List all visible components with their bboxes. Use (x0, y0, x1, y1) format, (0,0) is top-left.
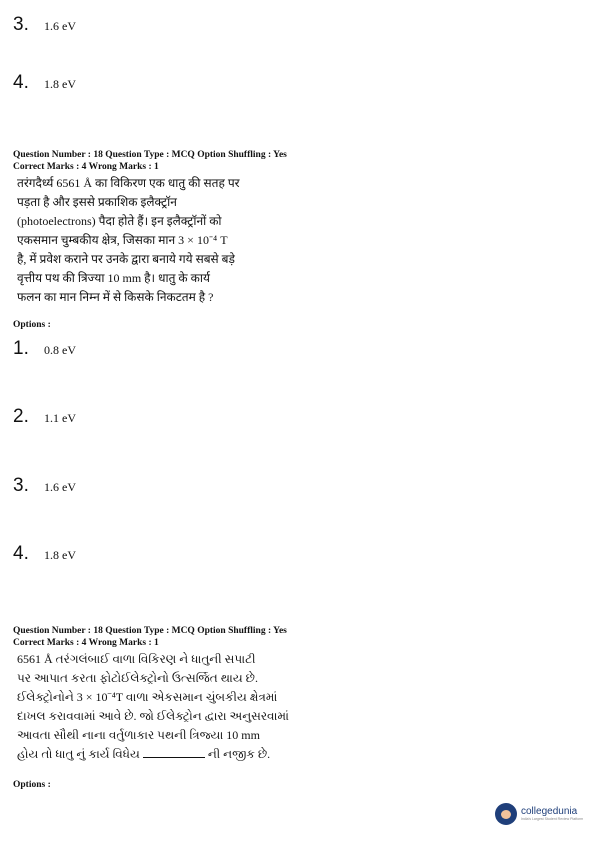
collegedunia-logo (495, 803, 583, 825)
option-text: 1.8 eV (44, 548, 76, 562)
option-text: 1.6 eV (44, 480, 76, 494)
option-text: 0.8 eV (44, 343, 76, 357)
option-number: 4. (13, 543, 29, 564)
options-label: Options : (13, 320, 51, 330)
question-line: है, में प्रवेश कराने पर उनके द्वारा बनाये गये सबसे बड़े (17, 252, 235, 266)
question-line (17, 745, 289, 764)
question-line: ઈલેક્ટ્રોનોને 3 × 10⁻⁴T વાળા એકસમાન ચુંબકીય ક્ષેત્રમાં (17, 690, 278, 704)
answer-blank (143, 747, 205, 758)
option-text: 1.8 eV (44, 77, 76, 91)
question-body (17, 174, 240, 307)
prev-option-3[interactable] (13, 14, 76, 36)
option-number: 3. (13, 14, 29, 35)
option-number: 2. (13, 406, 29, 427)
option-2[interactable] (13, 406, 76, 428)
logo-tagline: India's Largest Student Review Platform (521, 817, 584, 821)
mascot-icon (495, 803, 517, 825)
question-line-start: હોય તો ધાતુ નું કાર્ય વિધેય (17, 747, 140, 761)
question-header (13, 625, 287, 649)
question-line: આવતા સૌથી નાના વર્તુળાકાર પથની ત્રિજ્યા 10 mm (17, 728, 260, 742)
question-line: फलन का मान निम्न में से किसके निकटतम है ? (17, 290, 214, 304)
option-1[interactable] (13, 338, 76, 360)
option-number: 1. (13, 338, 29, 359)
question-line: દાખલ કરાવવામાં આવે છે. જો ઈલેક્ટ્રોન દ્વારા અનુસરવામાં (17, 709, 289, 723)
question-header (13, 149, 287, 173)
option-3[interactable] (13, 475, 76, 497)
options-label: Options : (13, 780, 51, 790)
question-line-end: ની નજીક છે. (207, 747, 271, 761)
option-4[interactable] (13, 543, 76, 565)
question-line: 6561 Å તરંગલંબાઈ વાળા વિકિરણ ને ધાતુની સપાટી (17, 652, 256, 666)
question-meta-line: Question Number : 18 Question Type : MCQ Option Shuffling : Yes (13, 150, 287, 160)
question-line: पड़ता है और इससे प्रकाशिक इलैक्ट्रॉन (17, 195, 177, 209)
option-text: 1.6 eV (44, 19, 76, 33)
question-line: પર આપાત કરતા ફોટોઈલેક્ટ્રોનો ઉત્સર્જિત થાય છે. (17, 671, 258, 685)
marks-line: Correct Marks : 4 Wrong Marks : 1 (13, 638, 159, 648)
question-line: (photoelectrons) पैदा होते हैं। इन इलैक्ट्रॉनों को (17, 214, 222, 228)
question-meta-line: Question Number : 18 Question Type : MCQ Option Shuffling : Yes (13, 626, 287, 636)
option-text: 1.1 eV (44, 411, 76, 425)
prev-option-4[interactable] (13, 72, 76, 94)
question-body (17, 650, 289, 764)
logo-name: collegedunia (521, 806, 578, 817)
option-number: 3. (13, 475, 29, 496)
question-line: तरंगदैर्ध्य 6561 Å का विकिरण एक धातु की सतह पर (17, 176, 240, 190)
question-line: एकसमान चुम्बकीय क्षेत्र, जिसका मान 3 × 10⁻⁴ T (17, 233, 228, 247)
question-line: वृत्तीय पथ की त्रिज्या 10 mm है। धातु के कार्य (17, 271, 210, 285)
option-number: 4. (13, 72, 29, 93)
marks-line: Correct Marks : 4 Wrong Marks : 1 (13, 162, 159, 172)
